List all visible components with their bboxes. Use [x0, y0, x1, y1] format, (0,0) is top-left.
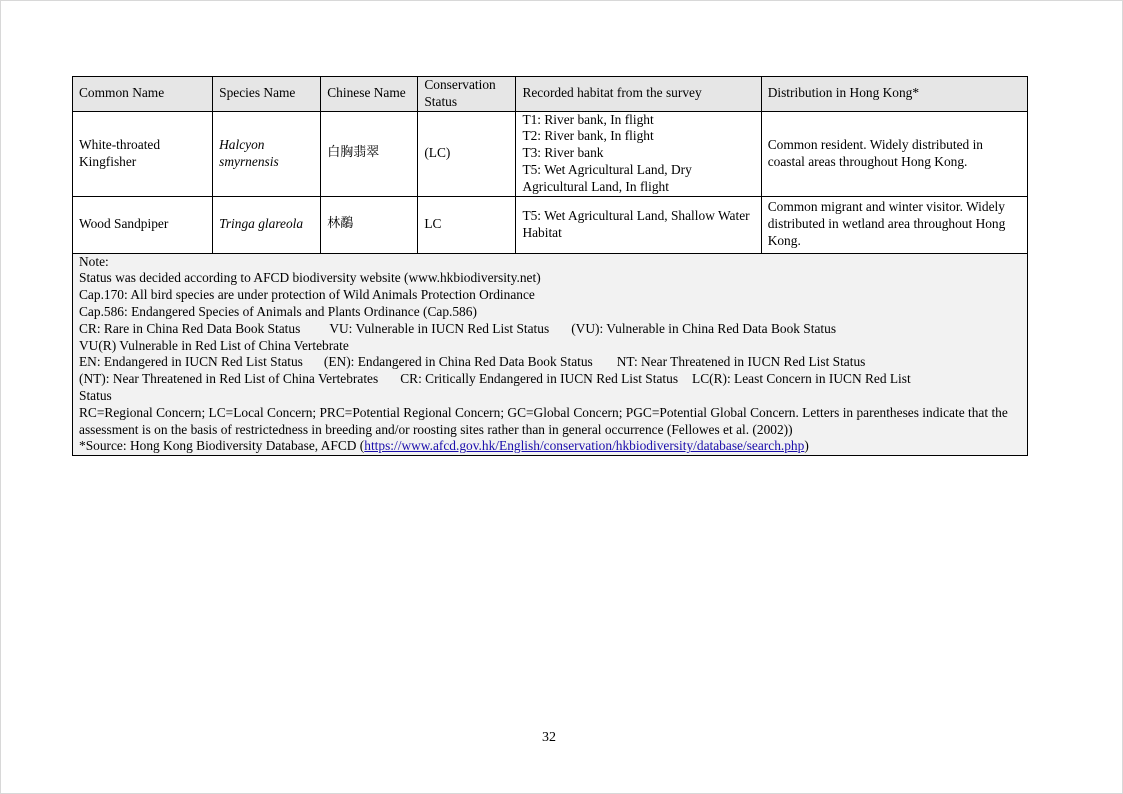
common-name-cell: White-throated Kingfisher: [73, 111, 213, 196]
table-header-row: [73, 77, 1028, 112]
habitat-line: T5: Wet Agricultural Land, Shallow Water Habitat: [522, 207, 750, 240]
note-vu-iucn: VU: Vulnerable in IUCN Red List Status: [329, 320, 550, 336]
habitat-cell: [516, 111, 761, 196]
note-en-iucn: EN: Endangered in IUCN Red List Status: [79, 354, 303, 370]
note-status-source: Status was decided according to AFCD biodiversity website (www.hkbiodiversity.net): [79, 270, 541, 286]
species-table: [72, 76, 1028, 456]
note-legend-line-3: [79, 371, 1021, 388]
note-cap170: Cap.170: All bird species are under protection of Wild Animals Protection Ordinance: [79, 287, 535, 303]
chinese-name-cell: 林鷸: [321, 196, 418, 253]
note-legend-line-1: [79, 321, 1021, 338]
chinese-name-cell: 白胸翡翠: [321, 111, 418, 196]
notes-cell: [73, 253, 1028, 456]
habitat-line: T1: River bank, In flight: [522, 111, 654, 127]
habitat-line: T5: Wet Agricultural Land, Dry Agricultural Land, In flight: [522, 161, 692, 194]
note-cap586: Cap.586: Endangered Species of Animals and Plants Ordinance (Cap.586): [79, 303, 477, 319]
header-common-name: Common Name: [73, 77, 213, 112]
habitat-line: T3: River bank: [522, 145, 604, 161]
note-source-prefix: *Source: Hong Kong Biodiversity Database, AFCD (: [79, 438, 365, 454]
page-number: 32: [542, 730, 556, 745]
header-recorded-habitat: Recorded habitat from the survey: [516, 77, 761, 112]
note-en-china: (EN): Endangered in China Red Data Book Status: [323, 354, 593, 370]
note-status-word: Status: [79, 387, 112, 403]
note-lc-r: LC(R): Least Concern in IUCN Red List: [692, 371, 911, 387]
notes-row: [73, 253, 1028, 456]
table-row: [73, 196, 1028, 253]
status-cell: LC: [418, 196, 516, 253]
header-chinese-name: Chinese Name: [321, 77, 418, 112]
header-species-name: Species Name: [213, 77, 321, 112]
habitat-line: T2: River bank, In flight: [522, 128, 654, 144]
status-cell: (LC): [418, 111, 516, 196]
note-source-suffix: ): [804, 438, 809, 454]
note-legend-line-2: [79, 354, 1021, 371]
habitat-cell: [516, 196, 761, 253]
table-row: [73, 111, 1028, 196]
note-source: [79, 438, 1021, 455]
note-concern-definitions: RC=Regional Concern; LC=Local Concern; PRC=Potential Regional Concern; GC=Global Concern; PGC=Potential Global Concern. Letters in parentheses indicate that the assessment is on the basis of restrictedness in breeding and/or roosting sites rather than in general occurrence (Fellowes et al. (2002)): [79, 404, 1008, 437]
distribution-cell: Common migrant and winter visitor. Widely distributed in wetland area throughout Hong Kong.: [761, 196, 1027, 253]
source-link[interactable]: https://www.afcd.gov.hk/English/conservation/hkbiodiversity/database/search.php: [364, 438, 805, 454]
distribution-cell: Common resident. Widely distributed in coastal areas throughout Hong Kong.: [761, 111, 1027, 196]
note-nt-iucn: NT: Near Threatened in IUCN Red List Status: [616, 354, 866, 370]
note-vu-china: (VU): Vulnerable in China Red Data Book Status: [571, 320, 837, 336]
note-vu-r: VU(R) Vulnerable in Red List of China Vertebrate: [79, 337, 349, 353]
header-distribution: Distribution in Hong Kong*: [761, 77, 1027, 112]
note-cr-iucn: CR: Critically Endangered in IUCN Red List Status: [400, 371, 679, 387]
note-nt-china: (NT): Near Threatened in Red List of China Vertebrates: [79, 371, 379, 387]
species-name-cell: Halcyon smyrnensis: [213, 111, 321, 196]
note-cr-china: CR: Rare in China Red Data Book Status: [79, 320, 301, 336]
header-conservation-status: Conservation Status: [418, 77, 516, 112]
note-title: Note:: [79, 253, 109, 269]
common-name-cell: Wood Sandpiper: [73, 196, 213, 253]
species-name-cell: Tringa glareola: [213, 196, 321, 253]
